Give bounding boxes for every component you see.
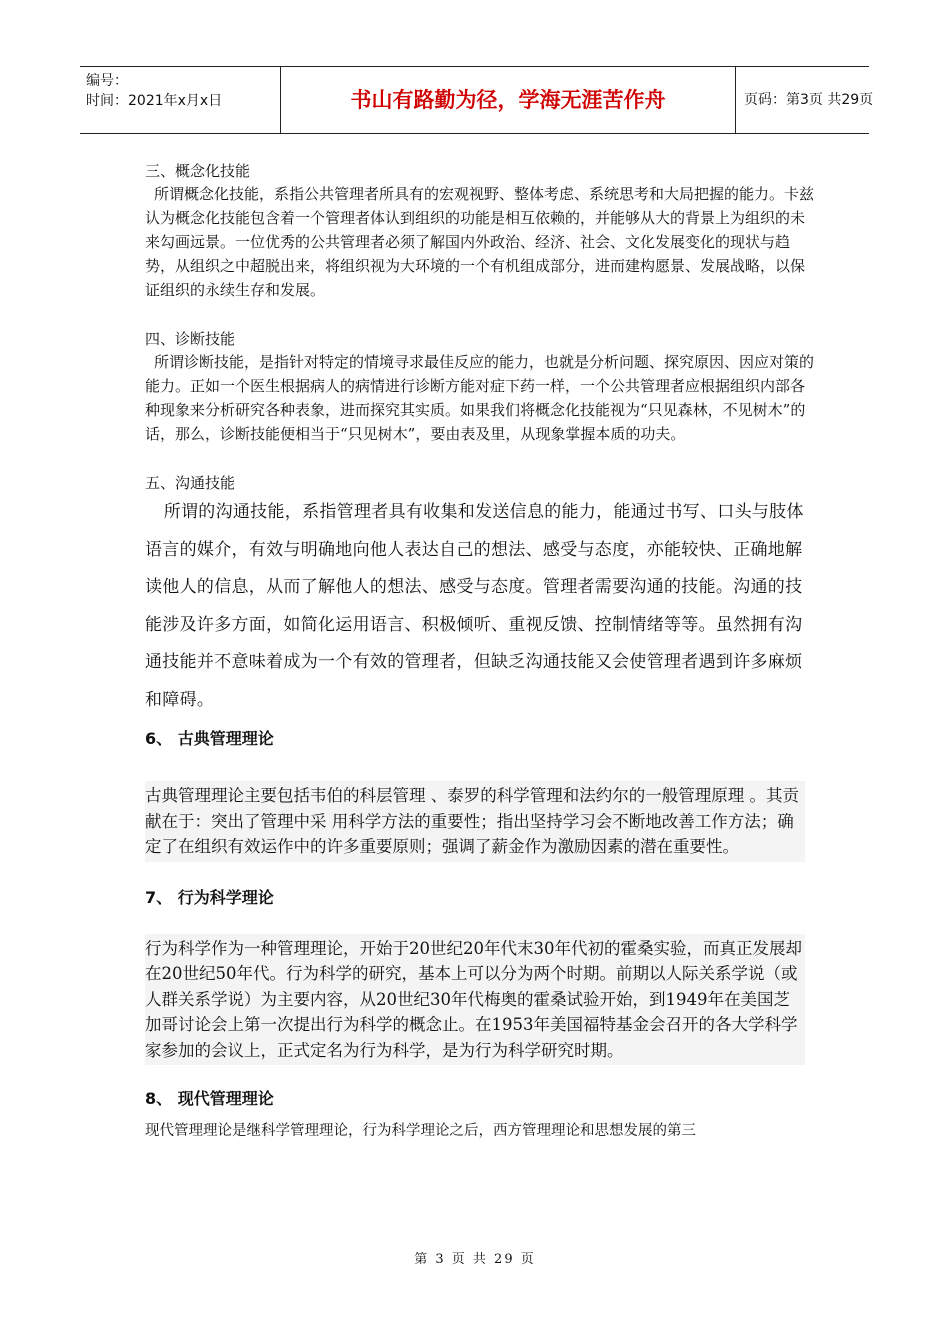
page-header <box>80 66 874 134</box>
header-motto: 书山有路勤为径，学海无涯苦作舟 <box>280 67 736 133</box>
body-modern-management: 现代管理理论是继科学管理理论，行为科学理论之后，西方管理理论和思想发展的第三 <box>145 1123 696 1139</box>
section-body-communication: 所谓的沟通技能，系指管理者具有收集和发送信息的能力，能通过书写、口头与肢体语言的媒介，有效与明确地向他人表达自己的想法、感受与态度，亦能较快、正确地解读他人的信息，从而了解他人的想法、感受与态度。管理者需要沟通的技能。沟通的技能涉及许多方面，如简化运用语言、积极倾听、重视反馈、控制情绪等等。虽然拥有沟通技能并不意味着成为一个有效的管理者，但缺乏沟通技能又会使管理者遇到许多麻烦和障碍。 <box>145 502 804 710</box>
section-body-diagnostic: 所谓诊断技能，是指针对特定的情境寻求最佳反应的能力，也就是分析问题、探究原因、因应对策的能力。正如一个医生根据病人的病情进行诊断方能对症下药一样，一个公共管理者应根据组织内部各种现象来分析研究各种表象，进而探究其实质。如果我们将概念化技能视为“只见森林，不见树木”的话，那么，诊断技能便相当于“只见树木”，要由表及里，从现象掌握本质的功夫。 <box>145 353 815 443</box>
heading-classical-management: 6、 古典管理理论 <box>145 729 274 748</box>
heading-modern-management: 8、 现代管理理论 <box>145 1089 274 1108</box>
section-title-communication: 五、沟通技能 <box>145 474 236 492</box>
header-page-label: 页码：第3页 共29页 <box>744 92 874 108</box>
header-meta <box>80 67 280 133</box>
section-body-conceptual: 所谓概念化技能，系指公共管理者所具有的宏观视野、整体考虑、系统思考和大局把握的能力。卡兹认为概念化技能包含着一个管理者体认到组织的功能是相互依赖的，并能够从大的背景上为组织的未来勾画远景。一位优秀的公共管理者必须了解国内外政治、经济、社会、文化发展变化的现状与趋势，从组织之中超脱出来，将组织视为大环境的一个有机组成部分，进而建构愿景、发展战略，以保证组织的永续生存和发展。 <box>145 185 815 299</box>
body-behavioral-science: 行为科学作为一种管理理论，开始于20世纪20年代末30年代初的霍桑实验，而真正发展却在20世纪50年代。行为科学的研究，基本上可以分为两个时期。前期以人际关系学说（或人群关系学说）为主要内容，从20世纪30年代梅奥的霍桑试验开始，到1949年在美国芝加哥讨论会上第一次提出行为科学的概念止。在1953年美国福特基金会召开的各大学科学家参加的会议上，正式定名为行为科学，是为行为科学研究时期。 <box>145 934 805 1066</box>
section-title-conceptual: 三、概念化技能 <box>145 162 251 180</box>
page-footer: 第 3 页 共 29 页 <box>414 1252 536 1267</box>
document-body <box>145 160 815 1143</box>
body-classical-management: 古典管理理论主要包括韦伯的科层管理 、泰罗的科学管理和法约尔的一般管理原理 。其贡献在于：突出了管理中采 用科学方法的重要性；指出坚持学习会不断地改善工作方法；确定了在组织有效运作中的许多重要原则；强调了薪金作为激励因素的潜在重要性。 <box>145 781 805 862</box>
header-number-label: 编号： <box>86 73 128 89</box>
heading-behavioral-science: 7、 行为科学理论 <box>145 887 274 907</box>
header-date-label: 时间：2021年x月x日 <box>86 93 223 109</box>
section-title-diagnostic: 四、诊断技能 <box>145 330 236 348</box>
